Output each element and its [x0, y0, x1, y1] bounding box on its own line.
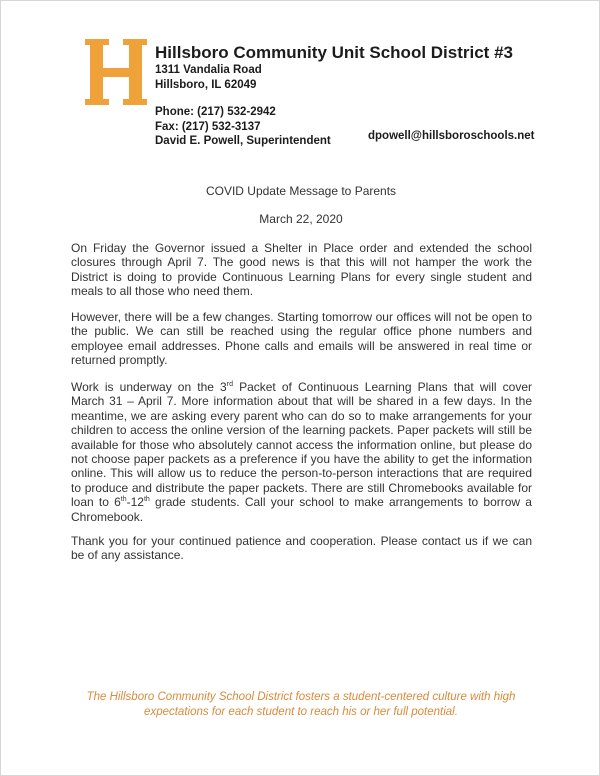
superintendent: David E. Powell, Superintendent — [155, 135, 331, 148]
fax: Fax: (217) 532-3137 — [155, 120, 261, 133]
mission-statement: The Hillsboro Community School District fosters a student-centered culture with high expectations for each student to reach his or her full potential. — [86, 691, 516, 718]
paragraph-1-text: On Friday the Governor issued a Shelter in Place order and extended the school closures through April 7. The good news is that this will not hamper the work the District is doing to provide Continuous Learning Plans for every single student and meals to all those who need them. — [71, 241, 532, 299]
paragraph-2-text: However, there will be a few changes. Starting tomorrow our offices will not be open to the public. We can still be reached using the regular office phone numbers and employee email addresses. Phone calls and emails will be answered in real time or returned promptly. — [71, 310, 532, 368]
district-name: Hillsboro Community Unit School District #3 — [155, 43, 513, 62]
letter-h-logo — [85, 39, 147, 105]
address-line-1: 1311 Vandalia Road — [155, 64, 262, 76]
paragraph-3-text: Work is underway on the 3rd Packet of Continuous Learning Plans that will cover March 31 – April 7. More information about that will be shared in a few days. In the meantime, we are asking every parent who can do so to make arrangements for your children to access the online version of the learning packets. Paper packets will still be available for those who absolutely cannot access the information online, but please do not choose paper packets as a preference if you have the ability to get the information online. This will allow us to reduce the person-to-person interactions that are required to produce and distribute the paper packets. There are still Chromebooks available for loan to 6th-12th grade students. Call your school to make arrangements to borrow a Chromebook. — [71, 380, 532, 524]
paragraph-3 — [71, 380, 532, 524]
phone: Phone: (217) 532-2942 — [155, 106, 276, 119]
paragraph-4-text: Thank you for your continued patience and cooperation. Please contact us if we can be of any assistance. — [71, 534, 532, 563]
address-line-2: Hillsboro, IL 62049 — [155, 78, 257, 91]
paragraph-2 — [71, 310, 532, 368]
paragraph-1 — [71, 241, 532, 299]
memo-date: March 22, 2020 — [259, 212, 343, 226]
superintendent-email[interactable]: dpowell@hillsboroschools.net — [368, 130, 535, 142]
memo-title: COVID Update Message to Parents — [205, 184, 397, 198]
paragraph-4 — [71, 534, 532, 563]
